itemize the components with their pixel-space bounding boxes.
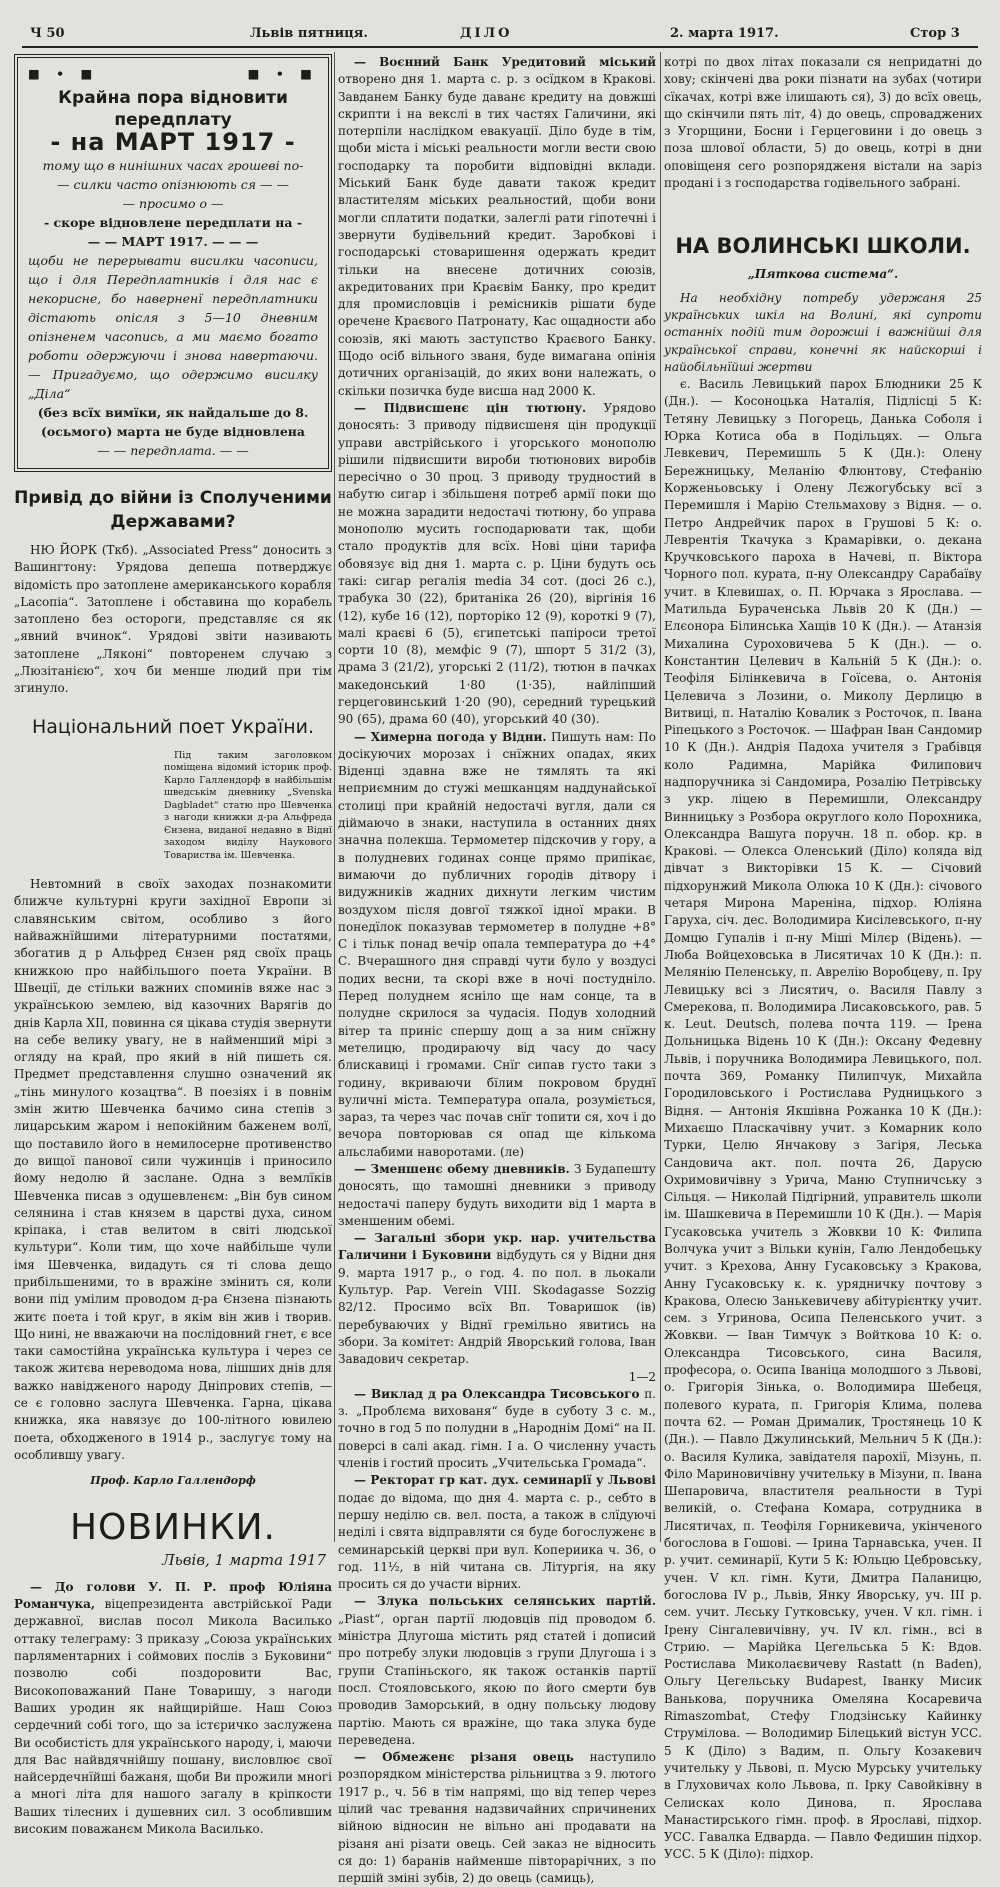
volyn-subtitle: „Пяткова система“. (747, 267, 899, 282)
news-item (338, 1230, 656, 1368)
news-headline: НОВИНКИ. (69, 1506, 277, 1548)
poet-headline: Національний поет України. (31, 715, 315, 738)
news-item (338, 1593, 656, 1749)
war-body: НЮ ЙОРК (Ткб). „Associated Press“ доносить з Вашингтону: Урядова депеша потверджує відомість про затоплене американського корабля „Lacoпia“. Затоплене і обставина що корабель затоплено без остороги, представляє ся як „явний вчинок“. Урядові звіти називають затоплене „Ляконі“ повторенем случаю з „Люзітанією“, хоч би менше людий при тім згинуло. (14, 543, 332, 696)
column-3 (664, 54, 982, 1862)
paper-name: ДІЛО (460, 26, 513, 41)
volyn-headline: НА ВОЛИНСЬКІ ШКОЛИ. (675, 234, 971, 259)
news-item (338, 1472, 656, 1593)
news-item-title: — Обмеженє різаня овець (354, 1750, 574, 1765)
news-dateline: Львів, 1 марта 1917 (162, 1550, 326, 1569)
news-item-title: — Загальні збори укр. нар. учительства Галичини і Буковини (338, 1231, 656, 1263)
issue-number: Ч 50 (30, 26, 65, 41)
box-headline: - на МАРТ 1917 - (50, 128, 296, 156)
news-item-title: — Воєнний Банк Уредитовий міський (354, 55, 656, 69)
column-2 (338, 54, 656, 1886)
ornament-right: ■ • ■ (247, 66, 318, 81)
column-1 (14, 54, 332, 1837)
box-line: тому що в нинішних часах грошеві по- (42, 158, 304, 173)
news-item (338, 54, 656, 400)
news-item-body: З Будапешту доносять, що тамошні дневники з приводу недостачі паперу будуть виходити від 1 марта в зменшеним обемі. (338, 1162, 656, 1228)
news-item-title: — Виклад д ра Олександра Тисовського (354, 1386, 640, 1401)
donor-list: є. Василь Левицький парох Блюдники 25 К (Дн.). — Косоноцька Наталія, Підлісці 5 К: Тетяну Левицьку з Погорець, Данька Соболя і Юрка Котиса оба в Подільцях. — Ольга Левкевич, Перемишль 5 К (Дн.): Олену Бережницьку, Меланію Флюнтову, Стефанію Корженьовську і Олену Лєжогубську всї з Перемишля і Марію Стельмахову з Відня. — о. Петро Андрейчик парох в Грушові 5 К: о. Леврентія Ткачука з Крамарівки, о. декана Кручковського пароха в Начеві, п. Віктора Чорного пол. курата, п-ну Олександру Сарабаїву учит. в Клевишах, о. П. Юрчака з Ярослава. — Матильда Бураченська Львів 20 К (Дн.) — Елєонора Білинська Хащів 10 К (Дн.). — Атанзія Михалина Суроховичева 5 К (Дн.). — о. Константин Целевич в Кальній 5 К (Дн.): о. Теофіля Білінкевича в Гоїсева, о. Антонія Целевича з Лозини, о. Миколу Дерлицю в Витвиці, п. Наталію Ковалик з Росточок, п. Івана Ріпецького з Росточок. — Шафран Іван Сандомир 10 К (Дн.). Андрія Падоха учителя з Грабівця коло Радимна, Марійка Филипович надпоручника зі Сандомира, Розалію Петрівську з укр. ліцею в Перемишли, Олександру Винницьку з Розбора округлого коло Порохника, Олександра Вашуга поручн. 18 п. обор. кр. в Кракові. — Олекса Оленський (Діло) коляда від дівчат з Викторівки 15 К. — Січовий підхорунжий Микола Олюка 10 К (Дн.): січового четаря Мирона Мареніна, підхор. Юліяна Гаруха, січ. дес. Володимира Кисілевського, п-ну Домцю Гупалів і п-ну Міші Мілєр (Відень). — Люба Войцеховська в Лисятичах 10 К (Дн.): п. Мелянію Пеленську, п. Аврелію Воробцеву, п. Іру Левицьку всі з Лисятич, о. Василя Павлу з Смерекова, п. Володимира Лисаковського, рав. 5 к. Leut. Deutsch, полева почта 119. — Ірена Дольницька Відень 10 К (Дн.): Оксану Федевну Львів, і поручника Володимира Левицького, пол. почта 369, Романку Пилипчук, Михайла Городиловського і Ростислава Рудницького з Відня. — Антонія Якшівна Рожанка 10 К (Дн.): Михаєшо Пласкачівну учит. з Комарник коло Турки, Целю Янчакову з Загіря, Леська Сандовича акт. пол. почта 26, Дарусю Охримовичівну з Урича, Маню Ступничську з Сільця. — Николай Підгірний, управитель школи ім. Шашкевича в Перемишли 10 К (Дн.). — Марія Гусаковська учитель з Жовкви 10 К: Филипа Волчука учит з Вільки кунін, Галю Лендобецьку учит. з Крехова, Анну Гусаковську з Кракова, Анну Гусаковську к. к. урядничку почтову з Кракова, Олесю Занькевичеву абітурієнтку учит. сем. з Угринова, Осипа Пеленського учит. з Жовкви. — Іван Тимчук з Войткова 10 К: о. Олександра Тисовського, сина Василя, професора, о. Осипа Іваніца молодшого з Львові, о. Григорія Зінька, о. Володимира Шебеця, полевого курата, п. Григорія Клима, полева почта 62. — Роман Дрималик, Тростянець 10 К (Дн.). — Павло Джулинський, Мельнич 5 К (Дн.): о. Василя Кулика, завідателя парохії, Мізунь, п. Філо Мариновичівну учительку в Мізуни, п. Івана Шепаровича, властителя реальности в Турі великій, о. Стефана Комара, сотрудника в Лисятичах, п. Теофіля Горникевича, укінченого богослова в Гошові. — Ірина Тарнавська, учен. ІІ р. учит. семинарії, Кути 5 К: Юльцю Цебровську, учен. V кл. гімн. Кути, Дмитра Паланицю, богослова IV р., Львів, Янку Яворську, уч. III р. сем. учит. Лєську Гутковську, учен. V кл. гімн. і Ірену Сінгалевичівну, уч. IV кл. гімн., всі в Стрию. — Марійка Цегельська 5 К: Вдов. Ростислава Миколаєвичеву Rastatt (n Baden), Ольгу Цегельську Budapest, Іванку Мисик Ваньковa, поручника Омеляна Косаревича Rimaszombat, Стефу Глодзінську Кайинку Струмілова. — Володимир Білецький вістун УСС. 5 К (Діло) з Вадим, п. Ольгу Козакевич учительку у Львові, п. Мусю Мурську учительку в Глуховичах коло Львова, п. Ірку Савойківну в Селисках коло Динова, п. Ярослава Манастирського гімн. проф. в Ярославі, підхор. УСС. Гавалка Едварда. — Павло Федишин підхор. УСС. 5 К (Діло): підхор. (664, 377, 982, 1862)
volyn-intro: На необхідну потребу удержаня 25 українських шкіл на Волині, які супроти останніх подій тим дорожші і важнійші для української справи, конечні як найскорші і найобільнїйші жертви (664, 290, 982, 374)
news-item-body: відбудуть ся у Відни дня 9. марта 1917 р., о год. 4. по пол. в льокали Культур. Pap. Verein VIII. Skodagasse Sozzig 82/12. Просимо всїх Вп. Товаришок (ів) перебуваючих у Віднї гремільно явитись на збори. За комітет: Андрій Яворський голова, Іван Завадович секретар. (338, 1248, 656, 1367)
news-item-body: „Piast“, орган партії людовців під проводом б. міністра Длугоша містить ряд статей і дописий про потребу злуки людовців з групи Длугоша і з групи Стапіньского, як також останків партії посл. Стояловського, якою по його смерти був проводив Заморський, в одну польську людову партію. Мають ся вражіне, що така злука буде переведена. (338, 1611, 656, 1747)
box-paragraph: щоби не перерывати висилки часописи, що і для Передплатників і для нас є некорисне, бо наверненї передплатники дістають опісля з 5—10 дневним опізненем часопись, а ми маємо богато роботи одержуючи і знова навертаючи. — Пригадуємо, що одержимо висилку „Діла“ (28, 253, 318, 401)
news-item-body: віцепрезидента австрійської Ради державної, вислав посол Микола Василько оттаку телеграму: З приказу „Союза українських парляментарних і соймових послів з Буковини“ позволю собі поздоровити Вас, Високоповажаний Пане Товаришу, з нагоди Ваших уродин як найщирійше. Наш Союз сердечний собі того, що за істєричко заслужена Ви особистість для українського народу, і, маючи для Вас найвдячнійшу пошану, висловлює свої найсердечнїйші бажаня, щоби Ви прожили многі а многі літа для нашого загалу в кріпкости Ваших тілесних і душевних сил. З особлившим високим поважанєм Микола Василько. (14, 1597, 332, 1837)
header-rule (22, 46, 978, 48)
page-header (30, 26, 970, 44)
news-item-body: отворено дня 1. марта с. р. з осїдком в Кракові. Завданем Банку буде даванє кредиту на довжші скрипти і на векслі в тих частях Галичини, які потерпіли наслідком евакуації. Діло буде в тім, щоби міста і міські реальности могли вести свою господарку та поробити відповідні вклади. Міський Банк буде давати також кредит властителям міських реальностий, щоби вони могли сплатити податки, залеглі рати гіпотечні і звернути будівельний кредит. Заробкові і господарські стоваришення одержать кредит тільки на внесене дотичних союзів, акредитованих при Краєвім Банку, про кредит для промисловців і ремісників рішати буде оречене Краєвого Патронату, Кас ощадности або союзів, які мають заступство Краєвого Банку. Щодо осіб вільного званя, буде вимагана опінія дотичних організацій, до яких вони належать, о скільки позичка буде висша над 2000 К. (338, 72, 656, 398)
poet-signature: Проф. Карло Галлендорф (90, 1474, 256, 1488)
news-item (338, 1386, 656, 1472)
box-deadline: (без всїх вимїки, як найдальше до 8. (осьмого) марта не буде відновлена (37, 405, 309, 439)
column-divider (660, 52, 661, 1542)
news-item-body: Урядово доносять: З приводу підвисшеня цін продукції управи австрійського і угорського монополю рішили підвисшити вироби тютюнових виробів пересічно о 30 проц. З приводу трудностий в набутю сигар і збільшеня потреб армії поки що не можна зарадити недостачі тютюну, бо управа монополю мусить господарювати так, щоби стало продуктів для всїх. Нові ціни тарифа обовязує від дня 1. марта с. р. Ціни будуть ось такі: сигар регалія media 34 сот. (досі 26 с.), трабука 30 (22), британіка 26 (20), віргінія 16 (12), кубе 16 (12), порторіко 12 (9), короткі 9 (7), малі краєві 6 (5), єгипетські папіроси третої сорти 10 (8), мемфіс 9 (7), шпорт 5 31/2 (3), драма 3 (21/2), угорські 2 (11/2), тютюн в пачках македонський 1·80 (1·35), найліпший герцеговинський 1·20 (90), середний турецький 90 (65), драма 60 (40), угорський 40 (30). (338, 400, 656, 727)
subscription-box (14, 54, 332, 472)
place-day: Львів пятниця. (250, 26, 368, 41)
news-item-body: подає до відома, що дня 4. марта с. р., себто в першу неділю св. вел. поста, а також в слїдуючі неділі і свята відправляти ся буде богослуженє в семинарській церкві при вул. Копериика ч. 36, о год. 11½, в ній читана св. Літургія, на яку просить ся до участи вірних. (338, 1490, 656, 1592)
box-line: — — МАРТ 1917. — — — (87, 234, 259, 249)
news-item-title: — Ректорат гр кат. дух. семинарії у Львові (354, 1473, 656, 1488)
box-line: - скоре відновлене передплати на - (43, 215, 303, 230)
news-item-body: Пишуть нам: По досікуючих морозах і снїжних опадах, яких Віденці здавна вже не тямлять та які неприємним до стужі мешканцям наддунайської столиці при крайній недостачі вугля, дали ся діймаючо в знаки, наступила в останних днях значна полекша. Термометер підскочив у гору, а в полудневих годинах сонце прямо припікає, вимаючи до публичних городів дітвору і видужників жадних дихнути легким чистим воздухом після довгої тяжкої ідної мраки. В понедїлок показував термометер в полудне +8° С і тільк понад вечір опала температура до +4° С. Вчерашного дня справді чути було у воздусі подих весни, та скорі вже в ночі постудніло. Перед полуднем ясніло ще нам сонце, та в полудне скрилося за чудасія. Подув холодний вітер та приніс спершу дощ а за ним снїжну метелицю, продираючу від часу до часу блискавиці і громами. Снїг сипав густо таки з годину, вкриваючи бїлим покровом бруднї вуличні міста. Температура опала, розуміється, зараз, та через час почав снїг топити ся, хоч і до вечора повторював ся опад ще кількома альслабими наворотами. (ле) (338, 729, 656, 1159)
news-item (338, 1749, 656, 1887)
page-number: Стор 3 (910, 26, 960, 41)
news-item (338, 400, 656, 729)
ornament-left: ■ • ■ (28, 66, 99, 81)
news-item-body: наступило розпорядком міністерства рільництва з 9. лютого 1917 р., ч. 56 в тім напрямі, що від тепер через цілий час тревання надзвичайних спричинених війною відносин не вільно ані продавати на різаня ані різати овець. Сей заказ не відносить ся до: 1) баранів найменше півторарічних, з по першій зміні зубів, 2) до овець (самиць), (338, 1750, 656, 1886)
issue-date: 2. марта 1917. (670, 26, 779, 41)
news-item-body: п. з. „Проблєма вихованя“ буде в суботу 3 с. м., точно в год 5 по полудни в „Народнім Домі“ на II. поверсі в салі акад. гімн. І a. О численну участь членів і гостий просить „Учительська Громада“. (338, 1386, 656, 1471)
box-line: — просимо о — (122, 196, 224, 211)
box-line: — силки часто опізнюють ся — — (56, 177, 290, 192)
news-item (338, 1161, 656, 1230)
sheep-continuation: котрі по двох літах показали ся непридатні до хову; скінчені два роки пізнати на зубах (чотири сїкачах, котрі вже ілишають ся), 3) до всїх овець, що скінчили пять літ, 4) до овець, спроваджених з Угорщини, Босни і Герцеговини і до овець з поза шлової области, 5) до овець, котрі в дни оповіщеня сего розпорядженя вістали на заріз продані і з господарства годівельного забрані. (664, 55, 982, 191)
box-title: Крайна пора відновити передплату (58, 88, 288, 130)
box-line: — — передплата. — — (97, 443, 249, 458)
news-item-title: — Зменшенє обему дневників. (354, 1162, 570, 1176)
war-headline: Привід до війни із Сполученими Державами? (14, 488, 332, 532)
news-item-title: — Химерна погода у Відни. (354, 729, 547, 744)
box-ornaments (28, 64, 318, 83)
news-item-title: — До голови У. П. Р. проф Юліяна Романчука, (14, 1579, 332, 1612)
notice-number: 1—2 (628, 1369, 656, 1384)
news-item-title: — Підвисшенє цін тютюну. (354, 400, 587, 415)
column-divider (334, 52, 335, 1542)
poet-body: Невтомний в своїх заходах познакомити ближче культурні круги західної Европи зі славянським світом, особливо з його найважнїйшими літературними постатями, збогатив д р Альфред Єнзен ряд своїх праць книжкою про найбільшого поета України. В Швеції, де стільки важних споминів вяже нас з українською землею, від казочних Варягів до днів Карла XII, повинна ся цікава студія звернути на себе велику увагу, не в найменший мірі з огляду на край, про який в ній пишеть ся. Предмет представлення слушно означений як „тінь минулого козацтва“. В поезіях і в повнім змін житю Шевченка бачимо сина степів з лицарським жаром і непокійним баженем волї, що поставило його в немилосерне противенство до вищої панової сили чужинців і приносило йому недолю й заслане. Одна з вемлїків Шевченка писав з одушевленєм: „Він був сином селянина і став князем в царстві духа, сином кріпака, і став велитом в світі людської культури“. Коли тим, що хоче найбільше чули імя Шевченка, видадуть ся ті слова дещо прибільшеними, то в вражіне змінить ся, коли вони під умілим проводом д-ра Єнзена пізнають житє поета і той круг, в якім він жив і творив. Що нині, не вважаючи на послідовний гнет, є все таки самостійна українська культура і через се також житєва нереводома нова, лішших днів для важко навідженого народу Дніпрових степів, — се є головно заслуга Шевченка. Гарна, цікава книжка, яка навязує до 100-літного ювилею поета, обходженого в 1914 р., заслугує тому на особлившу увагу. (14, 877, 332, 1462)
news-item (338, 729, 656, 1161)
news-item (14, 1579, 332, 1838)
poet-note: Під таким заголовком поміщена відомий історик проф. Карло Галлендорф в найбільшім шведськім дневнику „Svenska Dagbladet“ статю про Шевченка з нагоди книжки д-ра Альфреда Єнзена, виданої недавно в Віднї заходом виділу Наукового Товариства ім. Шевченка. (164, 749, 332, 861)
news-item-title: — Злука польських селянських партій. (354, 1594, 656, 1609)
